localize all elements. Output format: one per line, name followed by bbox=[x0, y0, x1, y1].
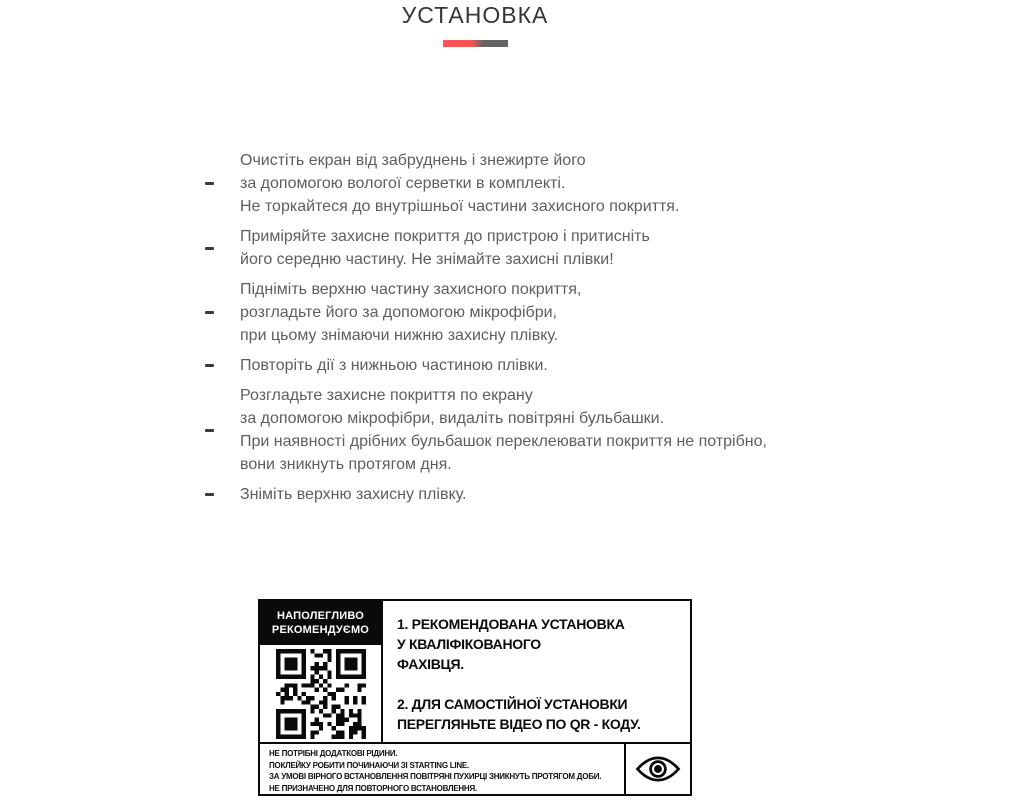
fine-print-line: ЗА УМОВІ ВІРНОГО ВСТАНОВЛЕННЯ ПОВІТРЯНІ ПУХИРЦІ ЗНИКНУТЬ ПРОТЯГОМ ДОБИ. bbox=[269, 772, 602, 781]
recommend-badge bbox=[260, 601, 381, 645]
instruction-line: Не торкайтеся до внутрішньої частини захисного покриття. bbox=[240, 198, 680, 215]
fine-print bbox=[260, 744, 624, 794]
bullet-dash-icon bbox=[205, 247, 214, 250]
instruction-line: Розгладьте захисне покриття по екрану bbox=[240, 387, 533, 404]
bullet-dash-icon bbox=[205, 182, 214, 185]
instruction-text bbox=[240, 225, 650, 271]
recommendation-point bbox=[397, 694, 680, 734]
page-title: УСТАНОВКА bbox=[401, 2, 549, 28]
bullet-dash-icon bbox=[205, 493, 214, 496]
instruction-text bbox=[240, 149, 679, 218]
instruction-line: Приміряйте захисне покриття до пристрою і притисніть bbox=[240, 228, 650, 245]
list-item bbox=[205, 354, 865, 377]
title-divider bbox=[443, 40, 508, 47]
instruction-line: Очистіть екран від забруднень і знежирте його bbox=[240, 152, 586, 169]
instruction-line: вони зникнуть протягом дня. bbox=[240, 456, 452, 473]
instructions-list bbox=[205, 149, 865, 506]
list-item bbox=[205, 483, 865, 506]
recommendation-line: 1. РЕКОМЕНДОВАНА УСТАНОВКА bbox=[397, 616, 625, 632]
instruction-line: його середню частину. Не знімайте захисні плівки! bbox=[240, 251, 614, 268]
recommendation-line: У КВАЛІФІКОВАНОГО bbox=[397, 636, 541, 652]
bullet-dash-icon bbox=[205, 429, 214, 432]
instruction-text bbox=[240, 354, 548, 377]
list-item bbox=[205, 225, 865, 271]
eye-icon bbox=[635, 754, 681, 784]
instruction-line: При наявності дрібних бульбашок переклеювати покриття не потрібно, bbox=[240, 433, 767, 450]
recommendation-line: 2. ДЛЯ САМОСТІЙНОЇ УСТАНОВКИ bbox=[397, 696, 628, 712]
recommendation-point bbox=[397, 614, 680, 674]
list-item bbox=[205, 149, 865, 218]
eye-cell bbox=[624, 744, 690, 794]
qr-code bbox=[260, 645, 381, 742]
bullet-dash-icon bbox=[205, 311, 214, 314]
list-item bbox=[205, 278, 865, 347]
instruction-line: за допомогою вологої серветки в комплекті. bbox=[240, 175, 566, 192]
fine-print-line: НЕ ПОТРІБНІ ДОДАТКОВІ РІДИНИ. bbox=[269, 749, 398, 758]
instruction-line: розгладьте його за допомогою мікрофібри, bbox=[240, 304, 557, 321]
instruction-text bbox=[240, 278, 581, 347]
instruction-line: при цьому знімаючи нижню захисну плівку. bbox=[240, 327, 559, 344]
recommendation-box bbox=[258, 599, 692, 796]
instruction-text bbox=[240, 384, 767, 476]
qr-cell bbox=[260, 601, 383, 742]
recommendation-line: ПЕРЕГЛЯНЬТЕ ВІДЕО ПО QR - КОДУ. bbox=[397, 716, 641, 732]
recommendation-points bbox=[383, 601, 690, 742]
list-item bbox=[205, 384, 865, 476]
instruction-line: Зніміть верхню захисну плівку. bbox=[240, 486, 467, 503]
recommend-badge-line2: РЕКОМЕНДУЄМО bbox=[271, 624, 370, 636]
fine-print-line: ПОКЛЕЙКУ РОБИТИ ПОЧИНАЮЧИ ЗІ STARTING LINE. bbox=[269, 760, 469, 770]
fine-print-line: НЕ ПРИЗНАЧЕНО ДЛЯ ПОВТОРНОГО ВСТАНОВЛЕННЯ. bbox=[269, 783, 477, 793]
recommendation-line: ФАХІВЦЯ. bbox=[397, 656, 464, 672]
instruction-line: за допомогою мікрофібри, видаліть повітряні бульбашки. bbox=[240, 410, 665, 427]
instruction-text bbox=[240, 483, 466, 506]
instruction-line: Повторіть дії з нижньою частиною плівки. bbox=[240, 357, 548, 374]
recommendation-box-top bbox=[260, 601, 690, 742]
instruction-line: Підніміть верхню частину захисного покриття, bbox=[240, 281, 582, 298]
recommendation-box-bottom bbox=[260, 742, 690, 794]
recommend-badge-line1: НАПОЛЕГЛИВО bbox=[277, 610, 364, 622]
bullet-dash-icon bbox=[205, 364, 214, 367]
